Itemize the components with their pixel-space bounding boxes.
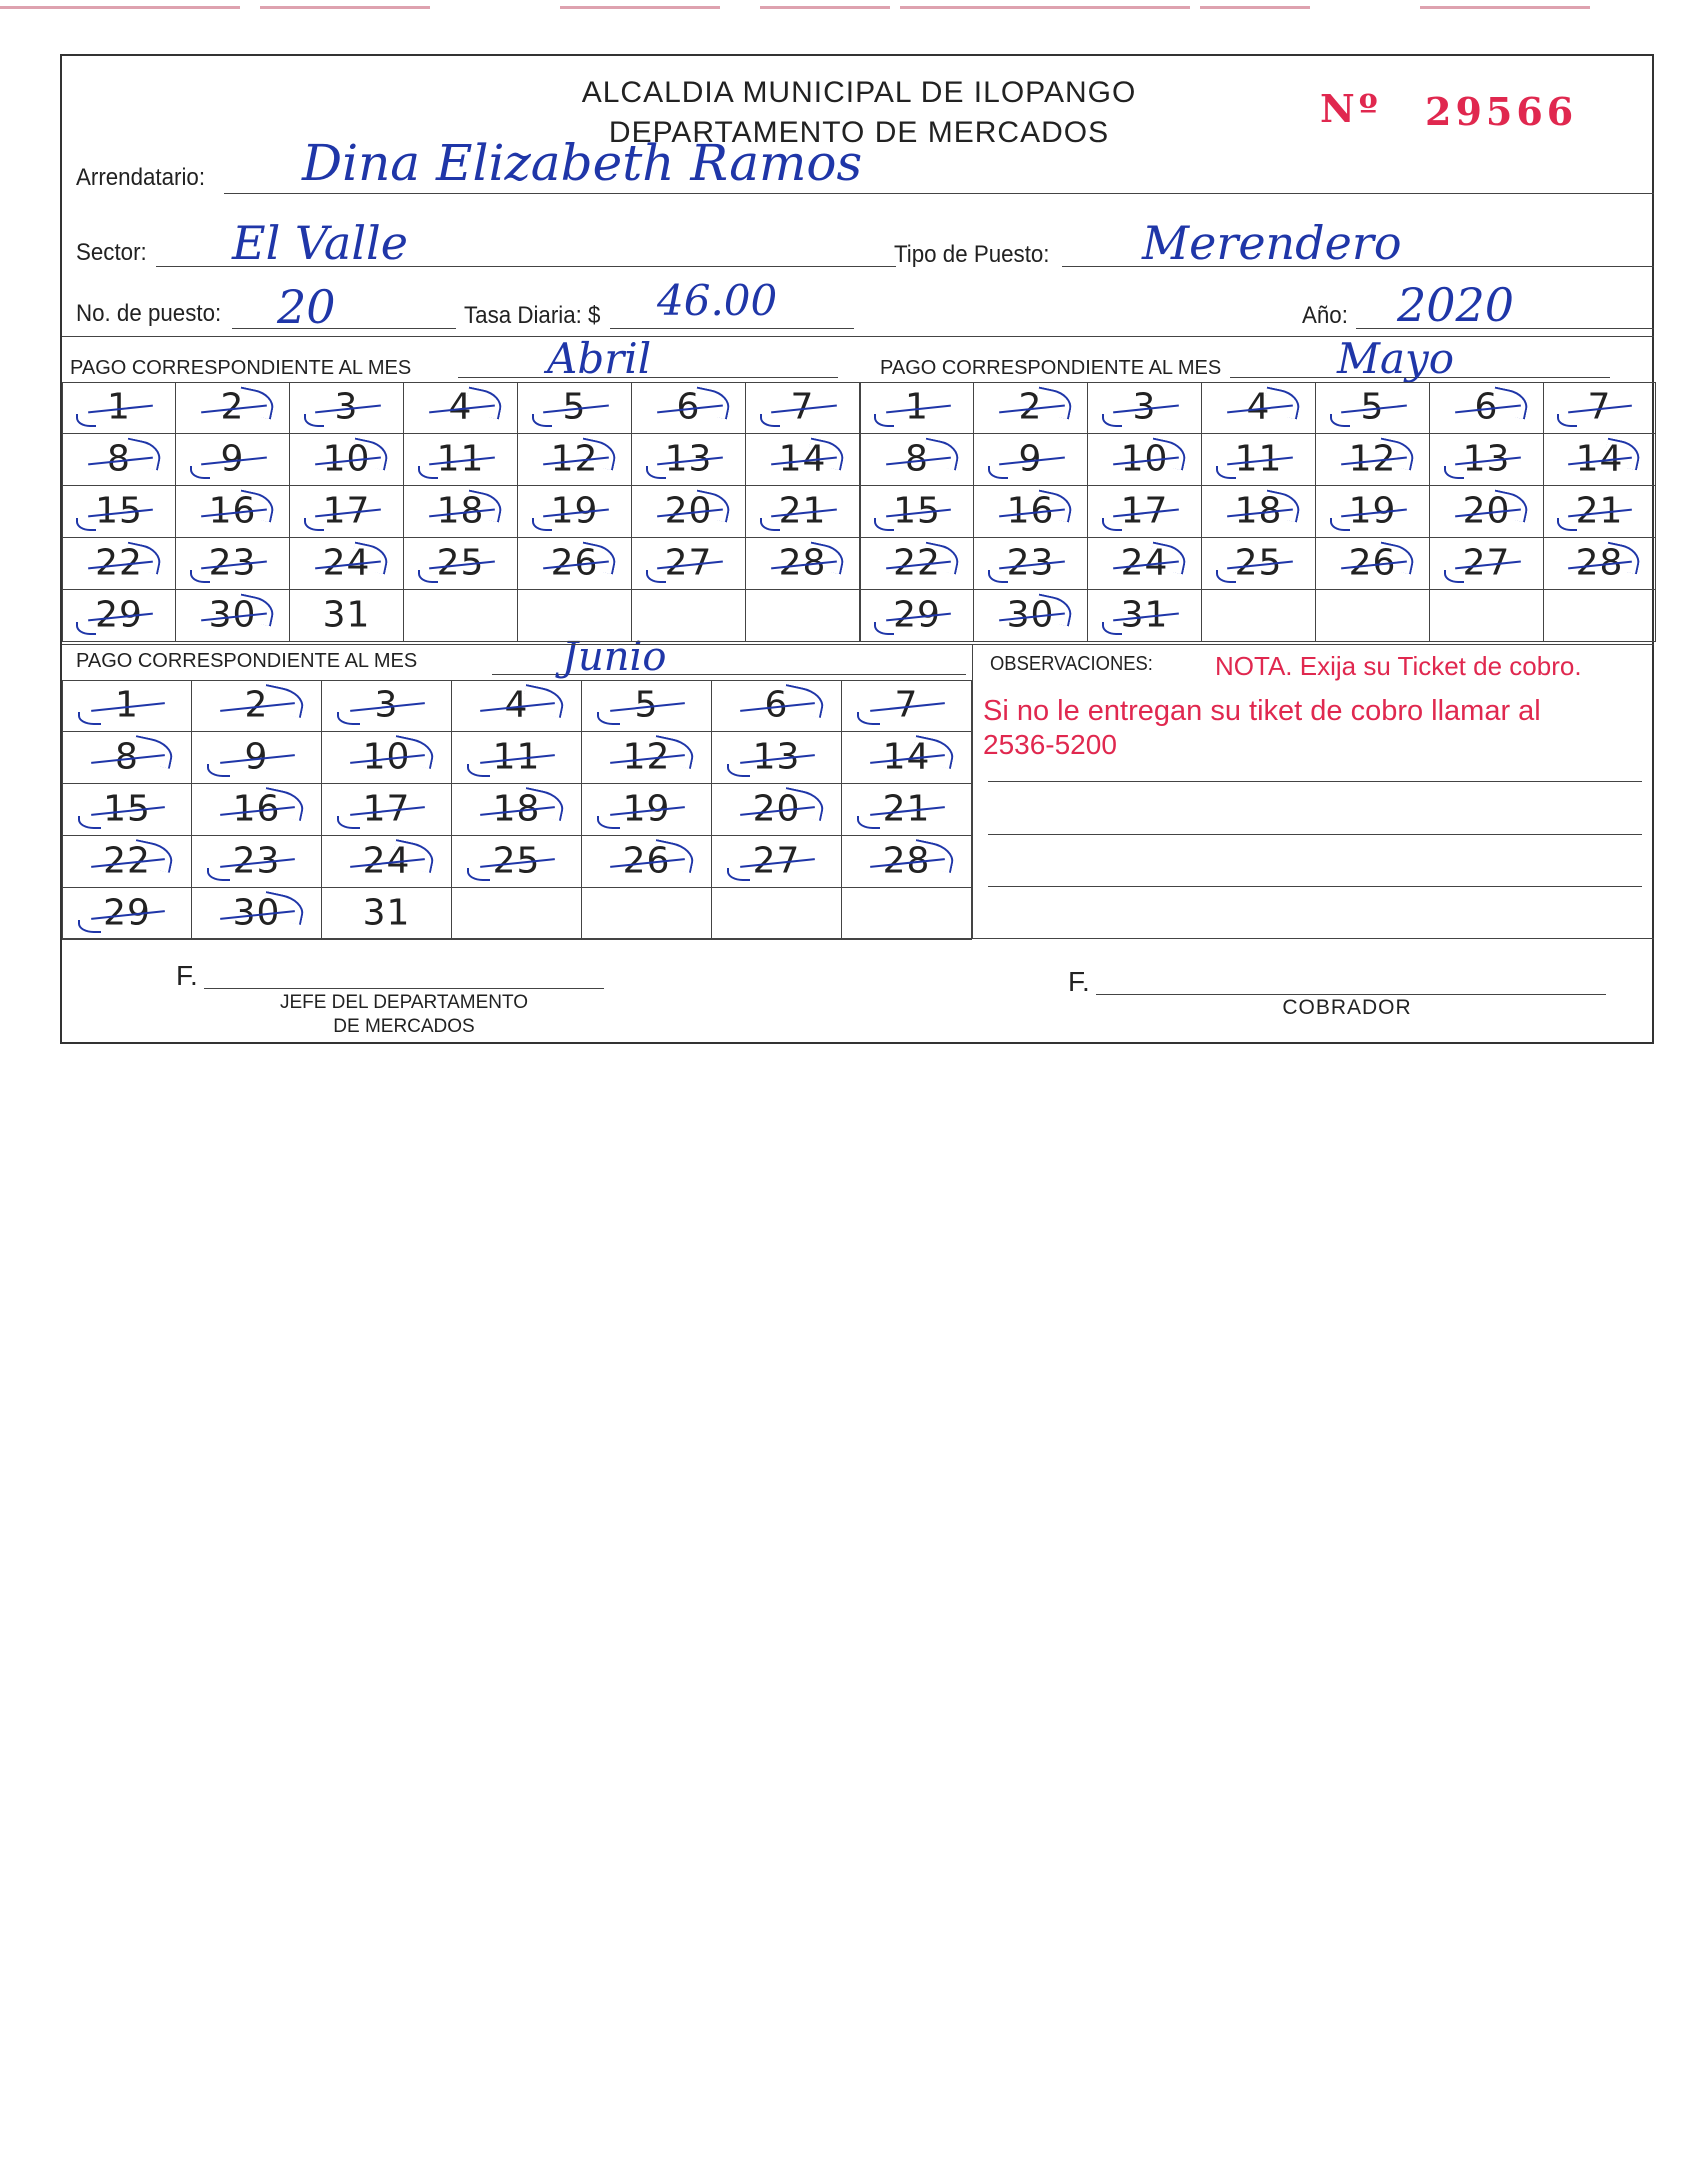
tasa-label: Tasa Diaria: $ xyxy=(464,302,601,329)
arrendatario-line xyxy=(224,193,1654,194)
signature-left-title-2: DE MERCADOS xyxy=(333,1016,475,1037)
abril-day-number: 10 xyxy=(322,438,371,480)
mayo-day-cell xyxy=(860,382,974,434)
junio-day-number: 16 xyxy=(232,788,281,830)
mayo-day-cell xyxy=(1544,486,1656,538)
observaciones-rule-2 xyxy=(988,834,1642,835)
abril-day-cell xyxy=(404,382,518,434)
junio-day-cell xyxy=(842,836,972,888)
nota-text: NOTA. Exija su Ticket de cobro. xyxy=(1215,651,1582,681)
mayo-day-number: 19 xyxy=(1348,490,1397,532)
abril-day-cell xyxy=(746,590,860,642)
junio-day-cell xyxy=(192,680,322,732)
junio-day-number: 31 xyxy=(362,892,411,934)
mayo-day-number: 17 xyxy=(1120,490,1169,532)
mayo-day-number: 10 xyxy=(1120,438,1169,480)
mayo-day-cell xyxy=(1316,486,1430,538)
junio-day-number: 7 xyxy=(894,684,919,726)
mayo-day-cell xyxy=(1544,538,1656,590)
junio-day-cell xyxy=(452,836,582,888)
abril-day-cell xyxy=(290,434,404,486)
junio-day-cell xyxy=(322,680,452,732)
anio-value: 2020 xyxy=(1397,278,1515,332)
title-line2: DEPARTAMENTO DE MERCADOS xyxy=(608,116,1110,149)
mayo-day-number: 20 xyxy=(1462,490,1511,532)
abril-day-cell xyxy=(62,486,176,538)
abril-day-cell xyxy=(518,590,632,642)
junio-day-number: 1 xyxy=(115,684,139,726)
junio-day-number: 2 xyxy=(244,684,269,726)
puesto-line xyxy=(232,328,456,329)
abril-day-cell xyxy=(404,538,518,590)
mayo-day-cell xyxy=(860,538,974,590)
mayo-day-number: 13 xyxy=(1462,438,1511,480)
abril-day-cell xyxy=(632,434,746,486)
month-value-abril: Abril xyxy=(547,334,652,383)
abril-day-number: 23 xyxy=(208,542,257,584)
junio-day-cell xyxy=(712,888,842,940)
mayo-day-cell xyxy=(1088,538,1202,590)
abril-day-number: 13 xyxy=(664,438,713,480)
title-line1: ALCALDIA MUNICIPAL DE ILOPANGO xyxy=(581,76,1137,109)
mayo-day-cell xyxy=(974,486,1088,538)
junio-day-cell xyxy=(582,836,712,888)
puesto-label: No. de puesto: xyxy=(76,300,222,327)
abril-day-cell xyxy=(176,382,290,434)
mayo-day-cell xyxy=(1202,434,1316,486)
junio-day-cell xyxy=(452,784,582,836)
junio-day-number: 30 xyxy=(232,892,281,934)
junio-day-number: 29 xyxy=(103,892,151,934)
month-value-mayo: Mayo xyxy=(1337,334,1455,383)
abril-day-cell xyxy=(290,538,404,590)
observaciones-rule-3 xyxy=(988,886,1642,887)
junio-day-cell xyxy=(582,888,712,940)
junio-day-cell xyxy=(62,784,192,836)
abril-day-cell xyxy=(518,486,632,538)
mayo-day-cell xyxy=(1088,486,1202,538)
abril-day-cell xyxy=(746,382,860,434)
mayo-day-number: 3 xyxy=(1132,386,1157,428)
junio-day-number: 17 xyxy=(362,788,411,830)
sector-label: Sector: xyxy=(76,239,147,266)
abril-day-number: 4 xyxy=(448,386,473,428)
mayo-day-cell xyxy=(1544,434,1656,486)
abril-day-number: 18 xyxy=(436,490,485,532)
month-label-mayo: PAGO CORRESPONDIENTE AL MES xyxy=(880,357,1222,379)
anio-label: Año: xyxy=(1302,302,1348,329)
signature-left-prefix: F. xyxy=(176,960,198,991)
signature-right-prefix: F. xyxy=(1068,966,1090,997)
junio-day-number: 24 xyxy=(362,840,411,882)
junio-day-number: 26 xyxy=(622,840,671,882)
mayo-day-cell xyxy=(1430,434,1544,486)
junio-day-number: 27 xyxy=(752,840,801,882)
abril-day-cell xyxy=(518,382,632,434)
junio-day-number: 19 xyxy=(622,788,671,830)
junio-day-cell xyxy=(842,888,972,940)
abril-day-cell xyxy=(290,382,404,434)
abril-day-cell xyxy=(176,486,290,538)
mayo-day-cell xyxy=(1430,590,1544,642)
mayo-day-cell xyxy=(1430,382,1544,434)
junio-day-number: 21 xyxy=(882,788,931,830)
abril-day-number: 25 xyxy=(436,542,485,584)
mayo-day-number: 6 xyxy=(1474,386,1499,428)
mayo-day-number: 2 xyxy=(1018,386,1043,428)
junio-day-cell xyxy=(842,784,972,836)
abril-day-number: 21 xyxy=(778,490,827,532)
abril-day-cell xyxy=(518,538,632,590)
junio-day-cell xyxy=(452,888,582,940)
junio-day-cell xyxy=(62,836,192,888)
junio-day-number: 25 xyxy=(492,840,541,882)
abril-day-cell xyxy=(62,434,176,486)
junio-day-cell xyxy=(712,732,842,784)
abril-day-cell xyxy=(632,486,746,538)
junio-day-cell xyxy=(452,732,582,784)
abril-day-cell xyxy=(632,590,746,642)
abril-day-cell xyxy=(176,538,290,590)
receipt-number: 29566 xyxy=(1425,89,1578,134)
abril-day-number: 12 xyxy=(550,438,599,480)
signature-left-line xyxy=(204,988,604,989)
junio-day-cell xyxy=(322,732,452,784)
tasa-value: 46.00 xyxy=(657,276,778,325)
mayo-day-cell xyxy=(1202,590,1316,642)
mayo-day-cell xyxy=(1202,382,1316,434)
abril-day-cell xyxy=(62,538,176,590)
abril-day-number: 7 xyxy=(790,386,815,428)
junio-day-cell xyxy=(192,784,322,836)
abril-day-cell xyxy=(176,590,290,642)
junio-day-cell xyxy=(712,784,842,836)
junio-day-number: 5 xyxy=(634,684,659,726)
mayo-day-cell xyxy=(1430,538,1544,590)
mayo-day-cell xyxy=(1316,382,1430,434)
junio-day-number: 12 xyxy=(622,736,671,778)
abril-day-number: 26 xyxy=(550,542,599,584)
mayo-day-number: 5 xyxy=(1360,386,1385,428)
sector-value: El Valle xyxy=(232,216,408,270)
junio-day-cell xyxy=(322,784,452,836)
month-value-junio: Junio xyxy=(562,634,667,680)
junio-day-cell xyxy=(582,784,712,836)
junio-day-number: 23 xyxy=(232,840,281,882)
junio-day-number: 6 xyxy=(764,684,789,726)
junio-day-number: 13 xyxy=(752,736,801,778)
mayo-day-cell xyxy=(1316,590,1430,642)
junio-day-number: 11 xyxy=(492,736,541,778)
abril-day-cell xyxy=(62,590,176,642)
observaciones-line1: Si no le entregan su tiket de cobro llamar al xyxy=(983,695,1541,727)
junio-day-cell xyxy=(192,732,322,784)
signature-right-line xyxy=(1096,994,1606,995)
junio-section-top-rule xyxy=(62,644,1654,645)
mayo-day-cell xyxy=(860,434,974,486)
abril-day-cell xyxy=(746,538,860,590)
abril-day-number: 28 xyxy=(778,542,827,584)
abril-day-cell xyxy=(290,590,404,642)
junio-day-number: 4 xyxy=(504,684,529,726)
mayo-day-cell xyxy=(1316,434,1430,486)
abril-day-number: 20 xyxy=(664,490,713,532)
mayo-day-number: 31 xyxy=(1120,594,1169,636)
receipt-number-prefix: Nº xyxy=(1320,86,1382,131)
junio-day-cell xyxy=(842,732,972,784)
mayo-day-number: 22 xyxy=(893,542,941,584)
abril-day-number: 2 xyxy=(220,386,245,428)
mayo-day-number: 14 xyxy=(1575,438,1624,480)
mayo-day-cell xyxy=(1544,590,1656,642)
junio-day-cell xyxy=(452,680,582,732)
mayo-day-cell xyxy=(1316,538,1430,590)
mayo-day-cell xyxy=(1088,382,1202,434)
abril-day-number: 30 xyxy=(208,594,257,636)
abril-day-number: 17 xyxy=(322,490,371,532)
mayo-day-number: 23 xyxy=(1006,542,1055,584)
abril-day-number: 19 xyxy=(550,490,599,532)
abril-day-cell xyxy=(176,434,290,486)
abril-day-cell xyxy=(404,590,518,642)
mayo-day-cell xyxy=(1202,486,1316,538)
tipo-label: Tipo de Puesto: xyxy=(894,241,1050,268)
abril-day-cell xyxy=(62,382,176,434)
junio-day-number: 15 xyxy=(103,788,151,830)
abril-day-cell xyxy=(290,486,404,538)
mayo-day-cell xyxy=(1544,382,1656,434)
abril-day-number: 22 xyxy=(95,542,143,584)
junio-day-cell xyxy=(712,680,842,732)
mayo-day-number: 25 xyxy=(1234,542,1283,584)
abril-day-cell xyxy=(518,434,632,486)
abril-day-number: 11 xyxy=(436,438,485,480)
abril-day-number: 31 xyxy=(322,594,371,636)
observaciones-label: OBSERVACIONES: xyxy=(990,653,1153,675)
mayo-day-cell xyxy=(974,434,1088,486)
junio-day-number: 28 xyxy=(882,840,931,882)
month-label-abril: PAGO CORRESPONDIENTE AL MES xyxy=(70,357,412,379)
mayo-day-number: 28 xyxy=(1575,542,1624,584)
mayo-day-number: 27 xyxy=(1462,542,1511,584)
arrendatario-label: Arrendatario: xyxy=(76,164,206,191)
signature-right-title: COBRADOR xyxy=(1282,996,1412,1019)
junio-day-cell xyxy=(322,888,452,940)
junio-day-cell xyxy=(192,836,322,888)
mayo-day-number: 11 xyxy=(1234,438,1283,480)
mayo-day-number: 29 xyxy=(893,594,941,636)
puesto-value: 20 xyxy=(277,280,336,334)
observaciones-divider xyxy=(972,644,973,938)
junio-day-cell xyxy=(712,836,842,888)
month-label-junio: PAGO CORRESPONDIENTE AL MES xyxy=(76,650,418,672)
junio-day-cell xyxy=(322,836,452,888)
mayo-day-cell xyxy=(1430,486,1544,538)
junio-day-number: 20 xyxy=(752,788,801,830)
mayo-day-number: 24 xyxy=(1120,542,1169,584)
junio-day-number: 10 xyxy=(362,736,411,778)
junio-day-cell xyxy=(842,680,972,732)
junio-day-cell xyxy=(62,888,192,940)
abril-day-number: 24 xyxy=(322,542,371,584)
junio-day-number: 14 xyxy=(882,736,931,778)
mayo-day-cell xyxy=(1088,434,1202,486)
abril-day-number: 9 xyxy=(220,438,245,480)
mayo-day-number: 4 xyxy=(1246,386,1271,428)
abril-day-number: 15 xyxy=(95,490,143,532)
mayo-day-number: 16 xyxy=(1006,490,1055,532)
tipo-value: Merendero xyxy=(1142,216,1402,270)
abril-day-number: 27 xyxy=(664,542,713,584)
mayo-day-cell xyxy=(860,486,974,538)
mayo-day-number: 26 xyxy=(1348,542,1397,584)
abril-day-number: 29 xyxy=(95,594,143,636)
abril-day-number: 14 xyxy=(778,438,827,480)
junio-day-cell xyxy=(62,732,192,784)
mayo-day-number: 9 xyxy=(1018,438,1043,480)
mayo-day-number: 21 xyxy=(1575,490,1624,532)
junio-day-cell xyxy=(582,680,712,732)
mayo-day-number: 8 xyxy=(905,438,929,480)
abril-day-cell xyxy=(746,434,860,486)
junio-day-cell xyxy=(62,680,192,732)
junio-day-number: 22 xyxy=(103,840,151,882)
abril-day-number: 8 xyxy=(107,438,131,480)
junio-day-number: 8 xyxy=(115,736,139,778)
junio-day-number: 3 xyxy=(374,684,399,726)
mayo-day-cell xyxy=(860,590,974,642)
abril-day-number: 3 xyxy=(334,386,359,428)
abril-day-cell xyxy=(404,486,518,538)
abril-day-number: 16 xyxy=(208,490,257,532)
mayo-day-cell xyxy=(974,382,1088,434)
junio-day-number: 18 xyxy=(492,788,541,830)
abril-day-cell xyxy=(746,486,860,538)
abril-day-cell xyxy=(632,538,746,590)
junio-day-number: 9 xyxy=(244,736,269,778)
mayo-day-cell xyxy=(974,538,1088,590)
tasa-line xyxy=(610,328,854,329)
payment-card xyxy=(60,54,1654,1044)
signature-left-title-1: JEFE DEL DEPARTAMENTO xyxy=(279,992,529,1013)
mayo-day-number: 30 xyxy=(1006,594,1055,636)
mayo-day-number: 15 xyxy=(893,490,941,532)
mayo-day-number: 1 xyxy=(905,386,929,428)
abril-day-cell xyxy=(404,434,518,486)
arrendatario-value: Dina Elizabeth Ramos xyxy=(302,134,863,192)
junio-day-cell xyxy=(192,888,322,940)
abril-day-cell xyxy=(632,382,746,434)
mayo-day-cell xyxy=(1202,538,1316,590)
abril-day-number: 6 xyxy=(676,386,701,428)
observaciones-line2: 2536-5200 xyxy=(983,729,1117,760)
mayo-day-number: 7 xyxy=(1587,386,1612,428)
mayo-day-cell xyxy=(974,590,1088,642)
abril-day-number: 5 xyxy=(562,386,587,428)
observaciones-rule-1 xyxy=(988,781,1642,782)
mayo-day-number: 12 xyxy=(1348,438,1397,480)
mayo-day-number: 18 xyxy=(1234,490,1283,532)
junio-day-cell xyxy=(582,732,712,784)
top-edge-strip xyxy=(0,0,1693,14)
abril-day-number: 1 xyxy=(107,386,131,428)
mayo-day-cell xyxy=(1088,590,1202,642)
